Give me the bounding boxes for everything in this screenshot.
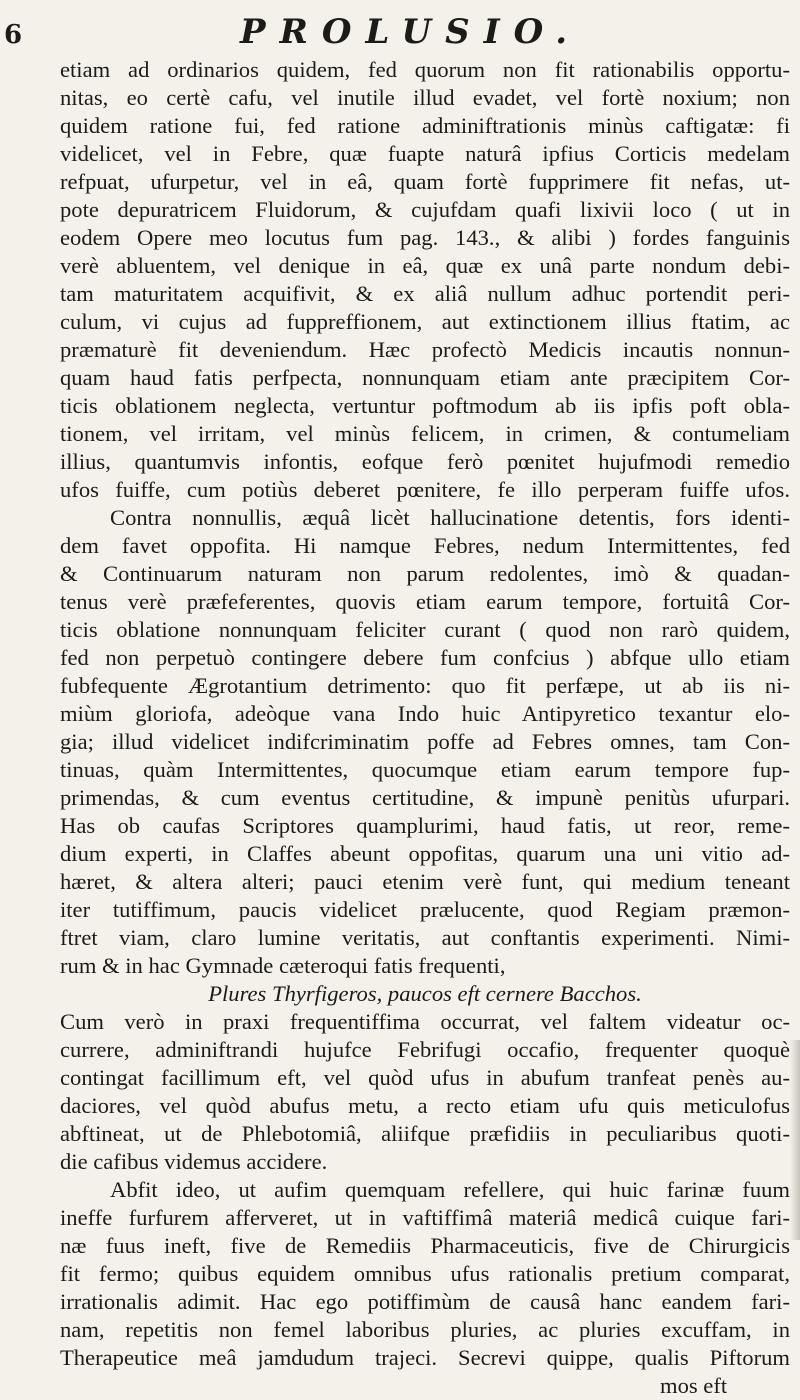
text-line: tam maturitatem acquifivit, & ex aliâ nullum adhuc portendit peri- <box>60 281 790 306</box>
text-line: ticis oblatione nonnunquam feliciter curant ( quod non rarò quidem, <box>60 617 790 642</box>
text-line: ineffe furfurem afferveret, ut in vaftiffimâ materiâ medicâ cuique fari- <box>60 1205 790 1230</box>
text-line: dem favet oppofita. Hi namque Febres, nedum Intermittentes, fed <box>60 533 790 558</box>
page-number: 6 <box>4 20 23 50</box>
text-line: eodem Opere meo locutus fum pag. 143., & alibi ) fordes fanguinis <box>60 225 790 250</box>
text-line: contingat facillimum eft, vel quòd ufus in abufum tranfeat penès au- <box>60 1065 790 1090</box>
text-line: ticis oblationem neglecta, vertuntur poftmodum ab iis ipfis poft obla- <box>60 393 790 418</box>
verse-quotation: Plures Thyrfigeros, paucos eft cernere Bacchos. <box>208 981 642 1006</box>
text-line: die cafibus videmus accidere. <box>60 1149 328 1174</box>
text-line: currere, adminiftrandi hujufce Febrifugi occafio, frequenter quoquè <box>60 1037 790 1062</box>
text-line: tinuas, quàm Intermittentes, quocumque etiam earum tempore fup- <box>60 757 790 782</box>
running-title: PROLUSIO. <box>240 12 582 52</box>
text-line: Abfit ideo, ut aufim quemquam refellere, qui huic farinæ fuum <box>110 1177 790 1202</box>
text-line: abftineat, ut de Phlebotomiâ, aliifque præfidiis in peculiaribus quoti- <box>60 1121 790 1146</box>
text-line: Cum verò in praxi frequentiffima occurrat, vel faltem videatur oc- <box>60 1009 790 1034</box>
text-line: rum & in hac Gymnade cæteroqui fatis frequenti, <box>60 953 506 978</box>
text-line: nam, repetitis non femel laboribus pluries, ac pluries excuffam, in <box>60 1317 790 1342</box>
text-line: fed non perpetuò contingere debere fum confcius ) abfque ullo etiam <box>60 645 790 670</box>
text-line: Therapeutice meâ jamdudum trajeci. Secrevi quippe, qualis Piftorum <box>60 1345 790 1370</box>
text-line: irrationalis adimit. Hac ego potiffimùm de causâ hanc eandem fari- <box>60 1289 790 1314</box>
text-line: verè abluentem, vel denique in eâ, quæ ex unâ parte nondum debi- <box>60 253 790 278</box>
text-line: iter tutiffimum, paucis videlicet prælucente, quod Regiam præmon- <box>60 897 790 922</box>
text-line: næ fuus ineft, five de Remediis Pharmaceuticis, five de Chirurgicis <box>60 1233 790 1258</box>
text-line: primendas, & cum eventus certitudine, & impunè penitùs ufurpari. <box>60 785 790 810</box>
text-line: & Continuarum naturam non parum redolentes, imò & quadan- <box>60 561 790 586</box>
catchword: mos eft <box>660 1373 728 1398</box>
text-line: gia; illud videlicet indifcriminatim poffe ad Febres omnes, tam Con- <box>60 729 790 754</box>
text-line: ftret viam, claro lumine veritatis, aut conftantis experimenti. Nimi- <box>60 925 790 950</box>
text-line: daciores, vel quòd abufus metu, a recto etiam ufu quis meticulofus <box>60 1093 790 1118</box>
text-line: etiam ad ordinarios quidem, fed quorum non fit rationabilis opportu- <box>60 57 790 82</box>
text-line: illius, quantumvis infontis, eofque ferò pœnitet hujufmodi remedio <box>60 449 790 474</box>
text-line: dium experti, in Claffes abeunt oppofitas, quarum una uni vitio ad- <box>60 841 790 866</box>
body-text <box>60 56 790 1400</box>
text-line: fubfequente Ægrotantium detrimento: quo fit perfæpe, ut ab iis ni- <box>60 673 790 698</box>
text-line: videlicet, vel in Febre, quæ fuapte naturâ ipfius Corticis medelam <box>60 141 790 166</box>
text-line: quam haud fatis perfpecta, nonnunquam etiam ante præcipitem Cor- <box>60 365 790 390</box>
text-line: hæret, & altera alteri; pauci etenim verè funt, qui medium teneant <box>60 869 790 894</box>
text-line: fit fermo; quibus equidem omnibus ufus rationalis pretium comparat, <box>60 1261 790 1286</box>
page-edge-shadow <box>790 1040 800 1240</box>
text-line: tionem, vel irritam, vel minùs felicem, in crimen, & contumeliam <box>60 421 790 446</box>
text-line: refpuat, ufurpetur, vel in eâ, quam fortè fupprimere fit nefas, ut- <box>60 169 790 194</box>
text-line: pote depuratricem Fluidorum, & cujufdam quafi lixivii loco ( ut in <box>60 197 790 222</box>
text-line: Contra nonnullis, æquâ licèt hallucinatione detentis, fors identi- <box>110 505 790 530</box>
text-line: miùm gloriofa, adeòque vana Indo huic Antipyretico texantur elo- <box>60 701 790 726</box>
text-line: præmaturè fit deveniendum. Hæc profectò Medicis incautis nonnun- <box>60 337 790 362</box>
text-line: nitas, eo certè cafu, vel inutile illud evadet, vel fortè noxium; non <box>60 85 790 110</box>
text-line: quidem ratione fui, fed ratione adminiftrationis minùs caftigatæ: fi <box>60 113 790 138</box>
text-line: culum, vi cujus ad fuppreffionem, aut extinctionem illius ftatim, ac <box>60 309 790 334</box>
text-line: ufos fuiffe, cum potiùs deberet pœnitere, fe illo perperam fuiffe ufos. <box>60 477 790 502</box>
text-line: tenus verè præfeferentes, quovis etiam earum tempore, fortuitâ Cor- <box>60 589 790 614</box>
text-line: Has ob caufas Scriptores quamplurimi, haud fatis, ut reor, reme- <box>60 813 790 838</box>
page-header <box>0 8 800 56</box>
